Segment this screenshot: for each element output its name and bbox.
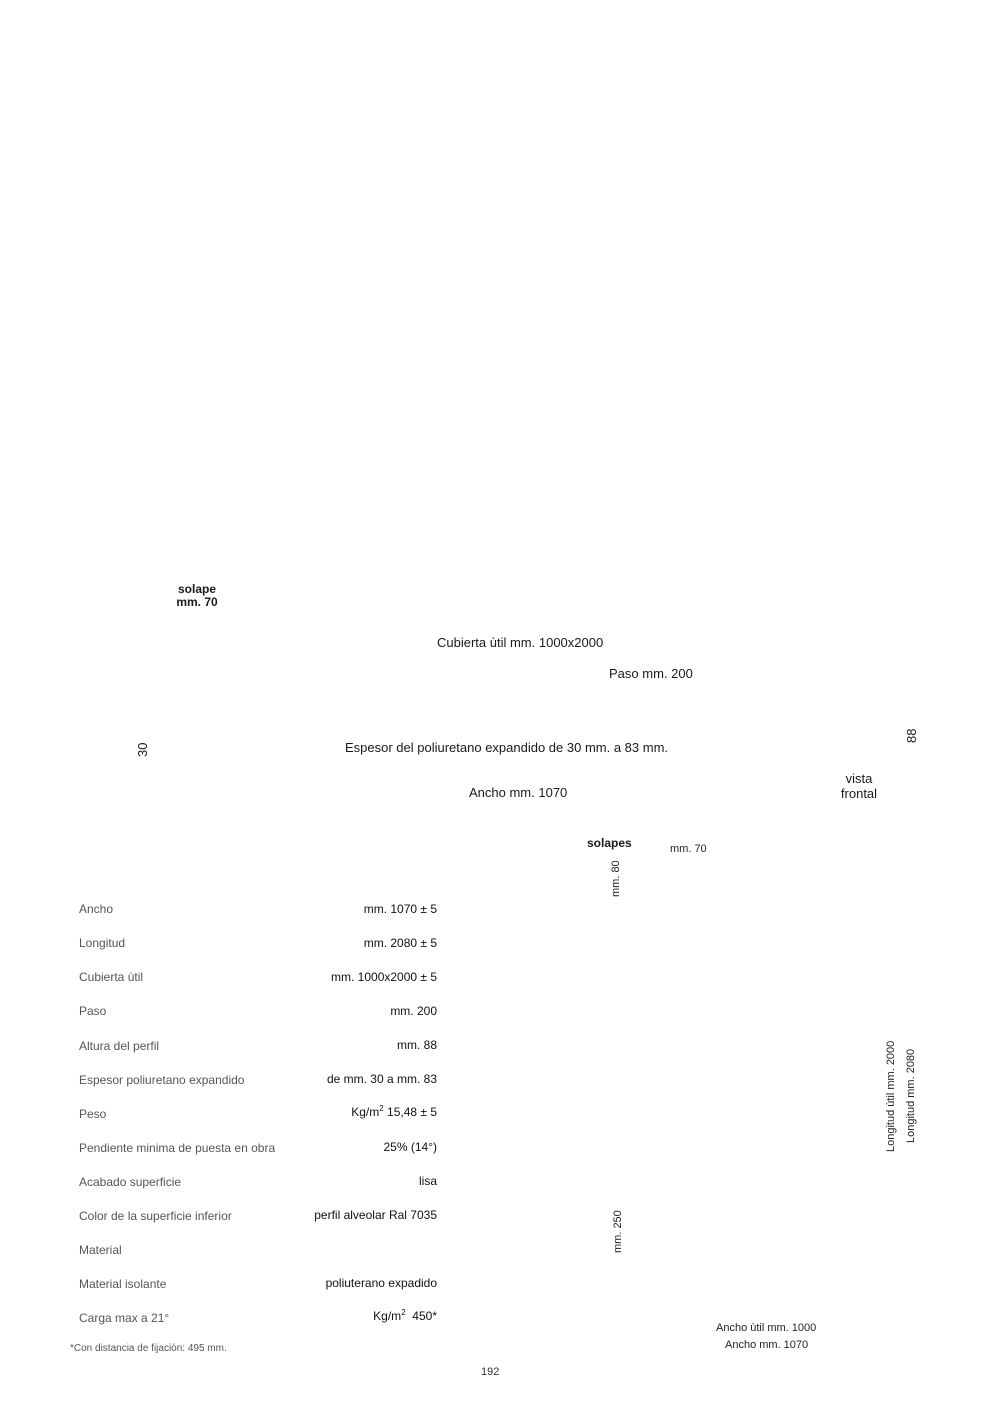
spec-name: Peso xyxy=(79,1107,107,1121)
spec-value: perfil alveolar Ral 7035 xyxy=(314,1208,437,1222)
spec-value: 25% (14°) xyxy=(383,1140,437,1154)
front-view-label xyxy=(830,771,888,801)
spec-unit: Kg/m xyxy=(373,1309,402,1323)
spec-name: Color de la superficie inferior xyxy=(79,1209,232,1223)
front-view-line1: vista xyxy=(845,771,873,786)
dimension-250-label: mm. 250 xyxy=(612,1210,624,1253)
overlap-label-title: solape xyxy=(177,582,216,596)
spec-value: de mm. 30 a mm. 83 xyxy=(326,1072,437,1086)
spec-value: poliuterano expadido xyxy=(325,1276,437,1290)
overlap-label xyxy=(170,583,224,609)
spec-name: Altura del perfil xyxy=(79,1039,160,1053)
page-number: 192 xyxy=(481,1366,500,1378)
spec-name: Longitud xyxy=(79,936,126,950)
spec-value: mm. 1000x2000 ± 5 xyxy=(331,970,437,984)
spec-value-number: 450* xyxy=(405,1309,437,1323)
height-88-label: 88 xyxy=(904,728,919,743)
detail-width-label: Ancho mm. 1070 xyxy=(725,1339,809,1351)
spec-name: Cubierta ùtil xyxy=(79,970,144,984)
useful-width-label: Ancho ùtil mm. 1000 xyxy=(716,1322,817,1334)
spec-unit: Kg/m xyxy=(351,1105,380,1119)
spec-name: Pendiente minima de puesta en obra xyxy=(79,1141,276,1155)
spec-name: Ancho xyxy=(79,902,114,916)
useful-cover-label: Cubierta ùtil mm. 1000x2000 xyxy=(437,635,604,650)
spec-value xyxy=(373,1309,437,1323)
length-label: Longitud mm. 2080 xyxy=(905,1048,917,1143)
spec-name: Espesor poliuretano expandido xyxy=(79,1073,245,1087)
overlap-label-value: mm. 70 xyxy=(176,595,218,609)
spec-name: Acabado superficie xyxy=(79,1175,182,1189)
overlap-70-label: mm. 70 xyxy=(670,843,707,855)
foam-thickness-label: Espesor del poliuretano expandido de 30 mm. a 83 mm. xyxy=(345,740,669,755)
overlap-80-label: mm. 80 xyxy=(610,860,622,897)
spec-value: mm. 1070 ± 5 xyxy=(363,902,437,916)
spec-value xyxy=(351,1105,437,1119)
spec-name: Material xyxy=(79,1243,122,1257)
useful-length-label: Longitud ùtil mm. 2000 xyxy=(885,1040,897,1152)
width-label: Ancho mm. 1070 xyxy=(469,785,568,800)
spec-value-number: 15,48 ± 5 xyxy=(383,1105,437,1119)
spec-name: Material isolante xyxy=(79,1277,167,1291)
spec-value: mm. 200 xyxy=(390,1004,437,1018)
spec-unit-exponent: 2 xyxy=(379,1104,384,1113)
pitch-label: Paso mm. 200 xyxy=(609,666,693,681)
spec-value: mm. 88 xyxy=(396,1038,437,1052)
thickness-30-label: 30 xyxy=(135,742,150,757)
spec-name: Paso xyxy=(79,1004,107,1018)
spec-unit-exponent: 2 xyxy=(401,1308,406,1317)
front-view-line2: frontal xyxy=(840,786,878,801)
spec-value: mm. 2080 ± 5 xyxy=(363,936,437,950)
spec-name: Carga max a 21° xyxy=(79,1311,170,1325)
overlaps-label: solapes xyxy=(587,836,632,850)
spec-value: lisa xyxy=(418,1174,437,1188)
footnote: *Con distancia de fijación: 495 mm. xyxy=(70,1343,227,1354)
